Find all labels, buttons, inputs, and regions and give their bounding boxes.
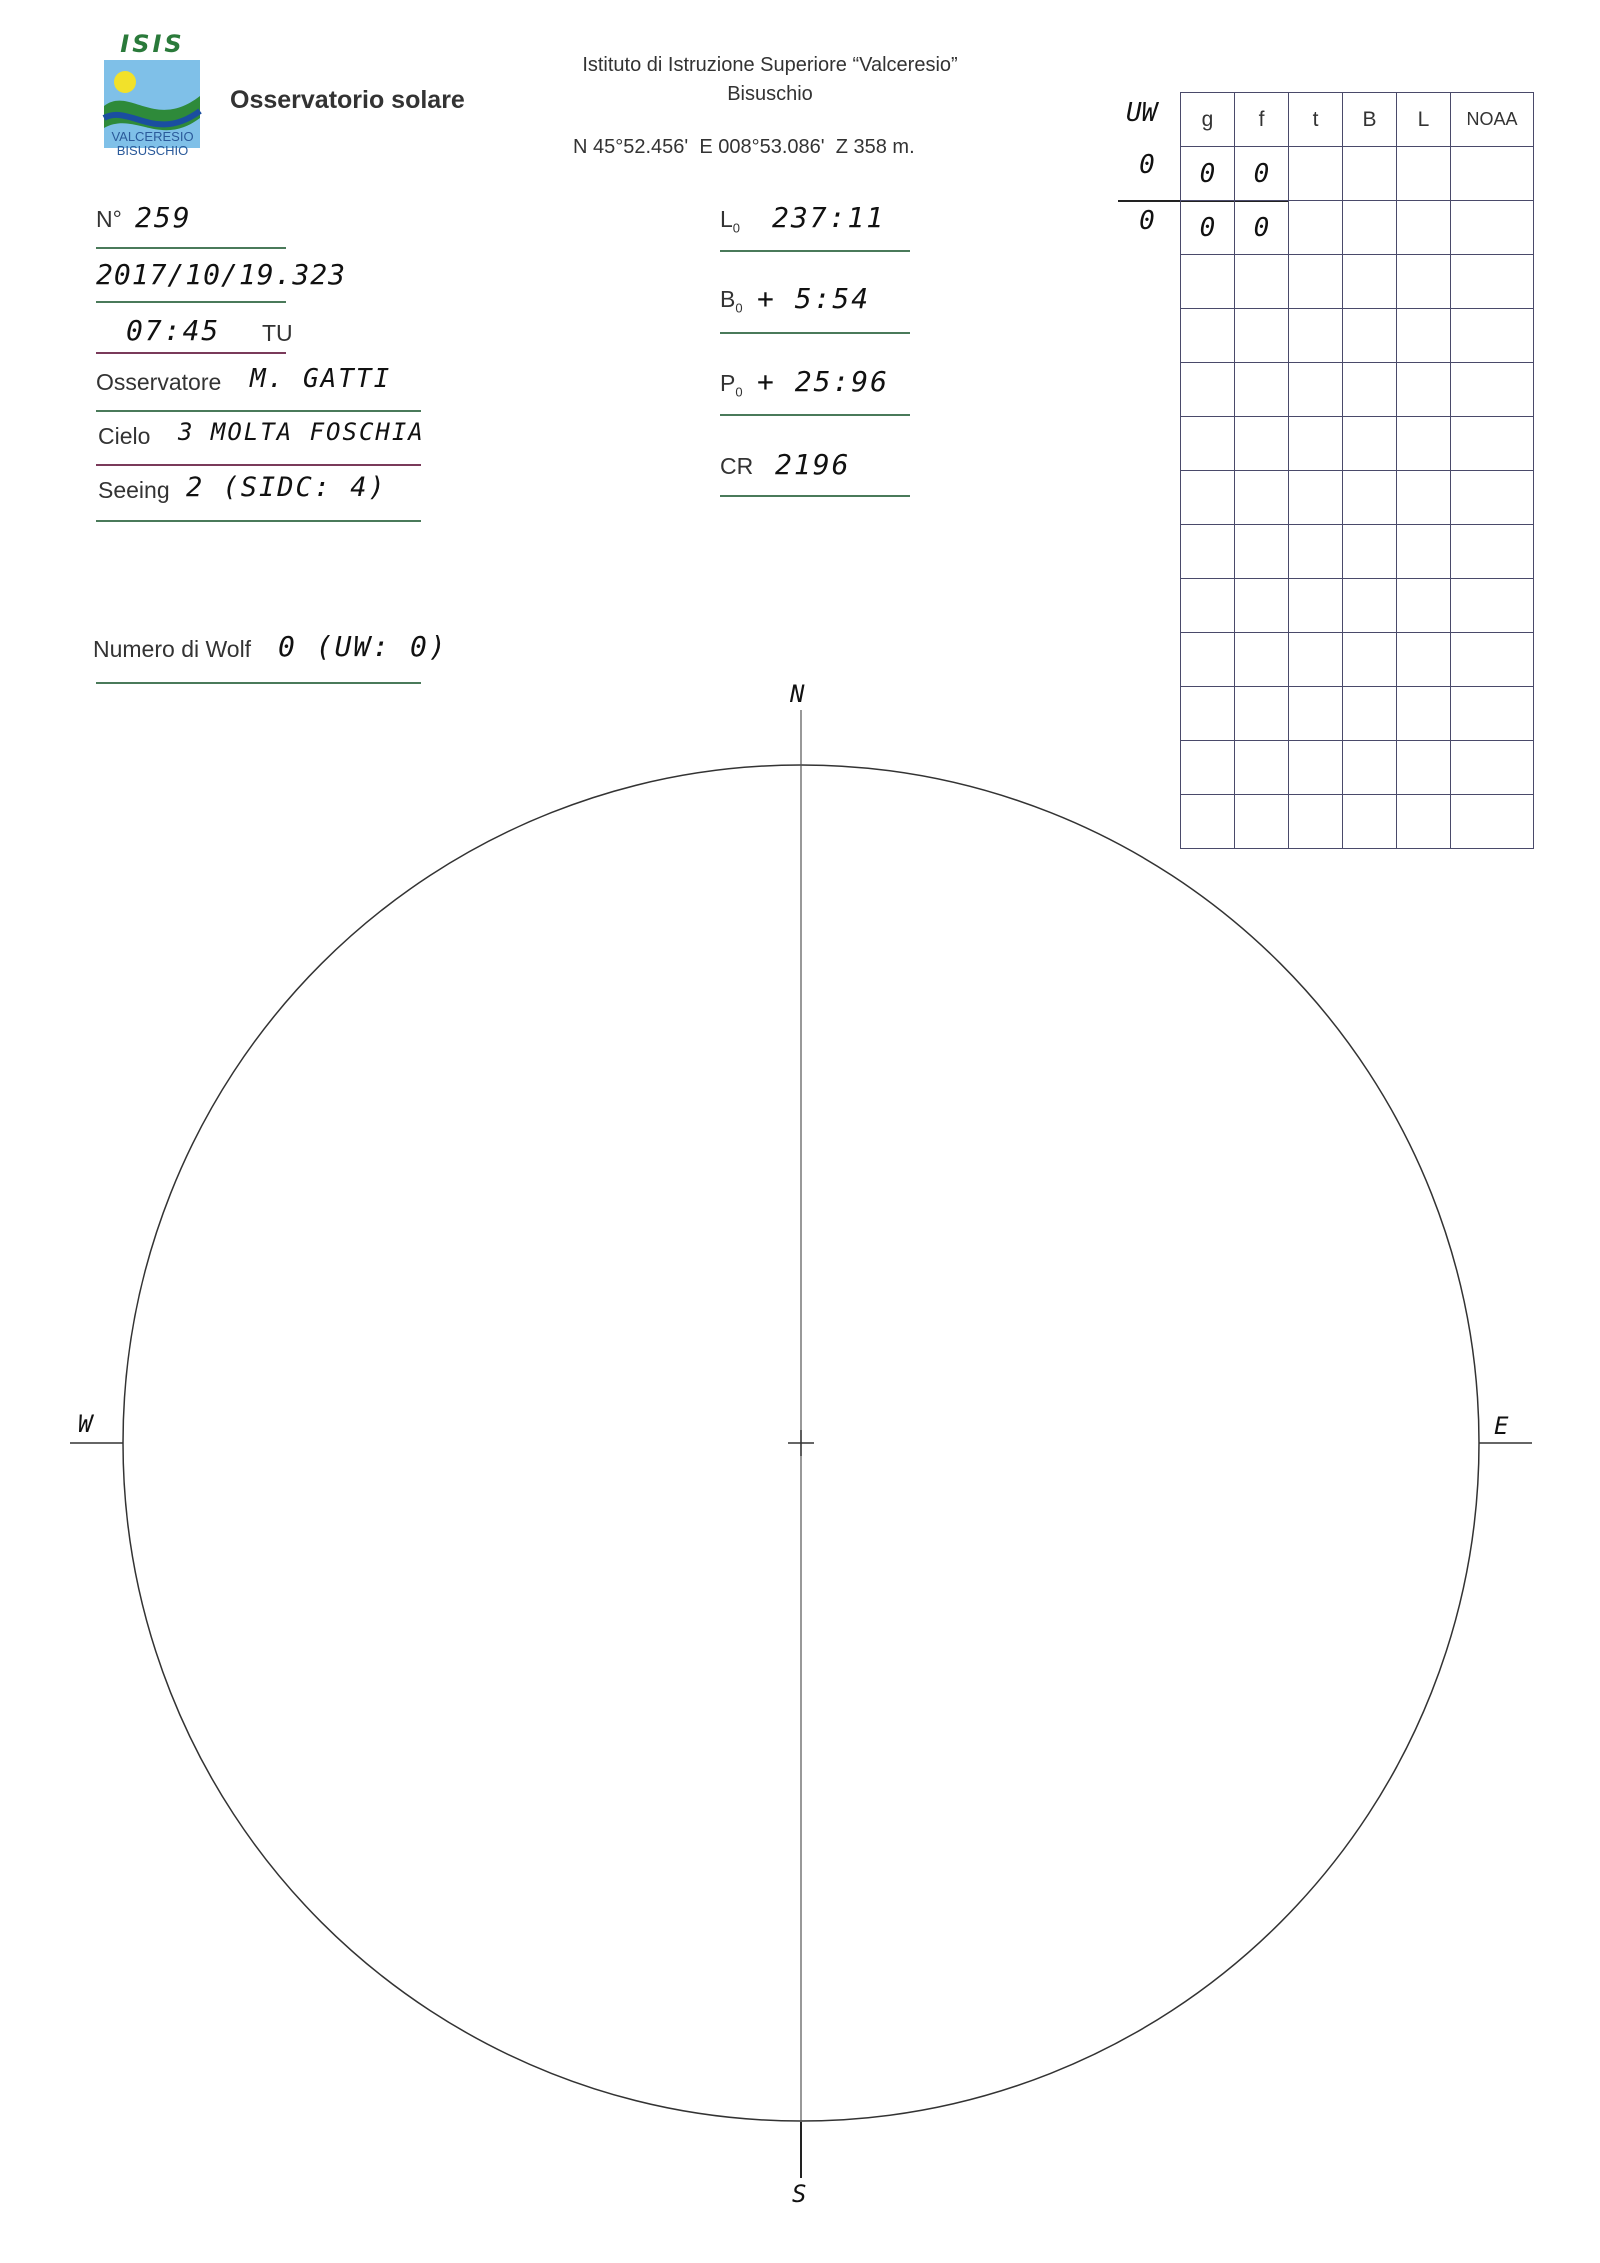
time-unit: TU	[262, 320, 293, 346]
institute-name: Istituto di Istruzione Superiore “Valceresio”	[582, 54, 958, 76]
observer-name: M. GATTI	[250, 364, 392, 394]
east-label: E	[1494, 1412, 1509, 1440]
header-b: B	[1343, 93, 1397, 147]
site-coordinates: N 45°52.456' E 008°53.086' Z 358 m.	[573, 136, 915, 158]
wolf-number-value: 0 (UW: 0)	[278, 630, 448, 663]
header-t: t	[1289, 93, 1343, 147]
observation-number: 259	[135, 201, 192, 234]
cell-f: 0	[1235, 147, 1289, 201]
cell-g: 0	[1181, 147, 1235, 201]
observatory-title: Osservatorio solare	[230, 86, 465, 114]
uw-header: UW	[1126, 98, 1158, 128]
logo-caption-line1: VALCERESIO	[111, 129, 194, 144]
observation-date: 2017/10/19.323	[96, 258, 347, 291]
uw-value-row1: 0	[1139, 150, 1157, 180]
logo-caption-line2: BISUSCHIO	[116, 143, 189, 158]
cell-f: 0	[1235, 201, 1289, 255]
header-f: f	[1235, 93, 1289, 147]
sky-condition: 3 MOLTA FOSCHIA	[178, 418, 425, 446]
l0-label: $L_0$	[720, 206, 741, 236]
seeing-label: Seeing	[98, 477, 170, 503]
carrington-rotation: 2196	[775, 448, 851, 481]
header-l: L	[1397, 93, 1451, 147]
wolf-number-label: Numero di Wolf	[93, 636, 252, 662]
carrington-label: CR	[720, 453, 754, 479]
l0-value: 237:11	[772, 201, 886, 234]
observer-label: Osservatore	[96, 369, 222, 395]
b0-value: + 5:54	[757, 282, 871, 315]
observation-time: 07:45	[126, 314, 221, 347]
sky-label: Cielo	[98, 423, 151, 449]
header-noaa: NOAA	[1451, 93, 1534, 147]
uw-value-row2: 0	[1139, 206, 1157, 236]
seeing-value: 2 (SIDC: 4)	[186, 472, 387, 503]
institute-town: Bisuschio	[727, 83, 813, 105]
p0-label: $P_0$	[720, 370, 743, 400]
logo-wordmark: ISIS	[120, 30, 185, 58]
cell-g: 0	[1181, 201, 1235, 255]
b0-label: $B_0$	[720, 286, 743, 316]
south-label: S	[792, 2180, 807, 2208]
number-label: N°	[96, 206, 122, 232]
header-g: g	[1181, 93, 1235, 147]
north-label: N	[790, 680, 805, 708]
p0-value: + 25:96	[757, 365, 890, 398]
west-label: W	[78, 1410, 93, 1438]
